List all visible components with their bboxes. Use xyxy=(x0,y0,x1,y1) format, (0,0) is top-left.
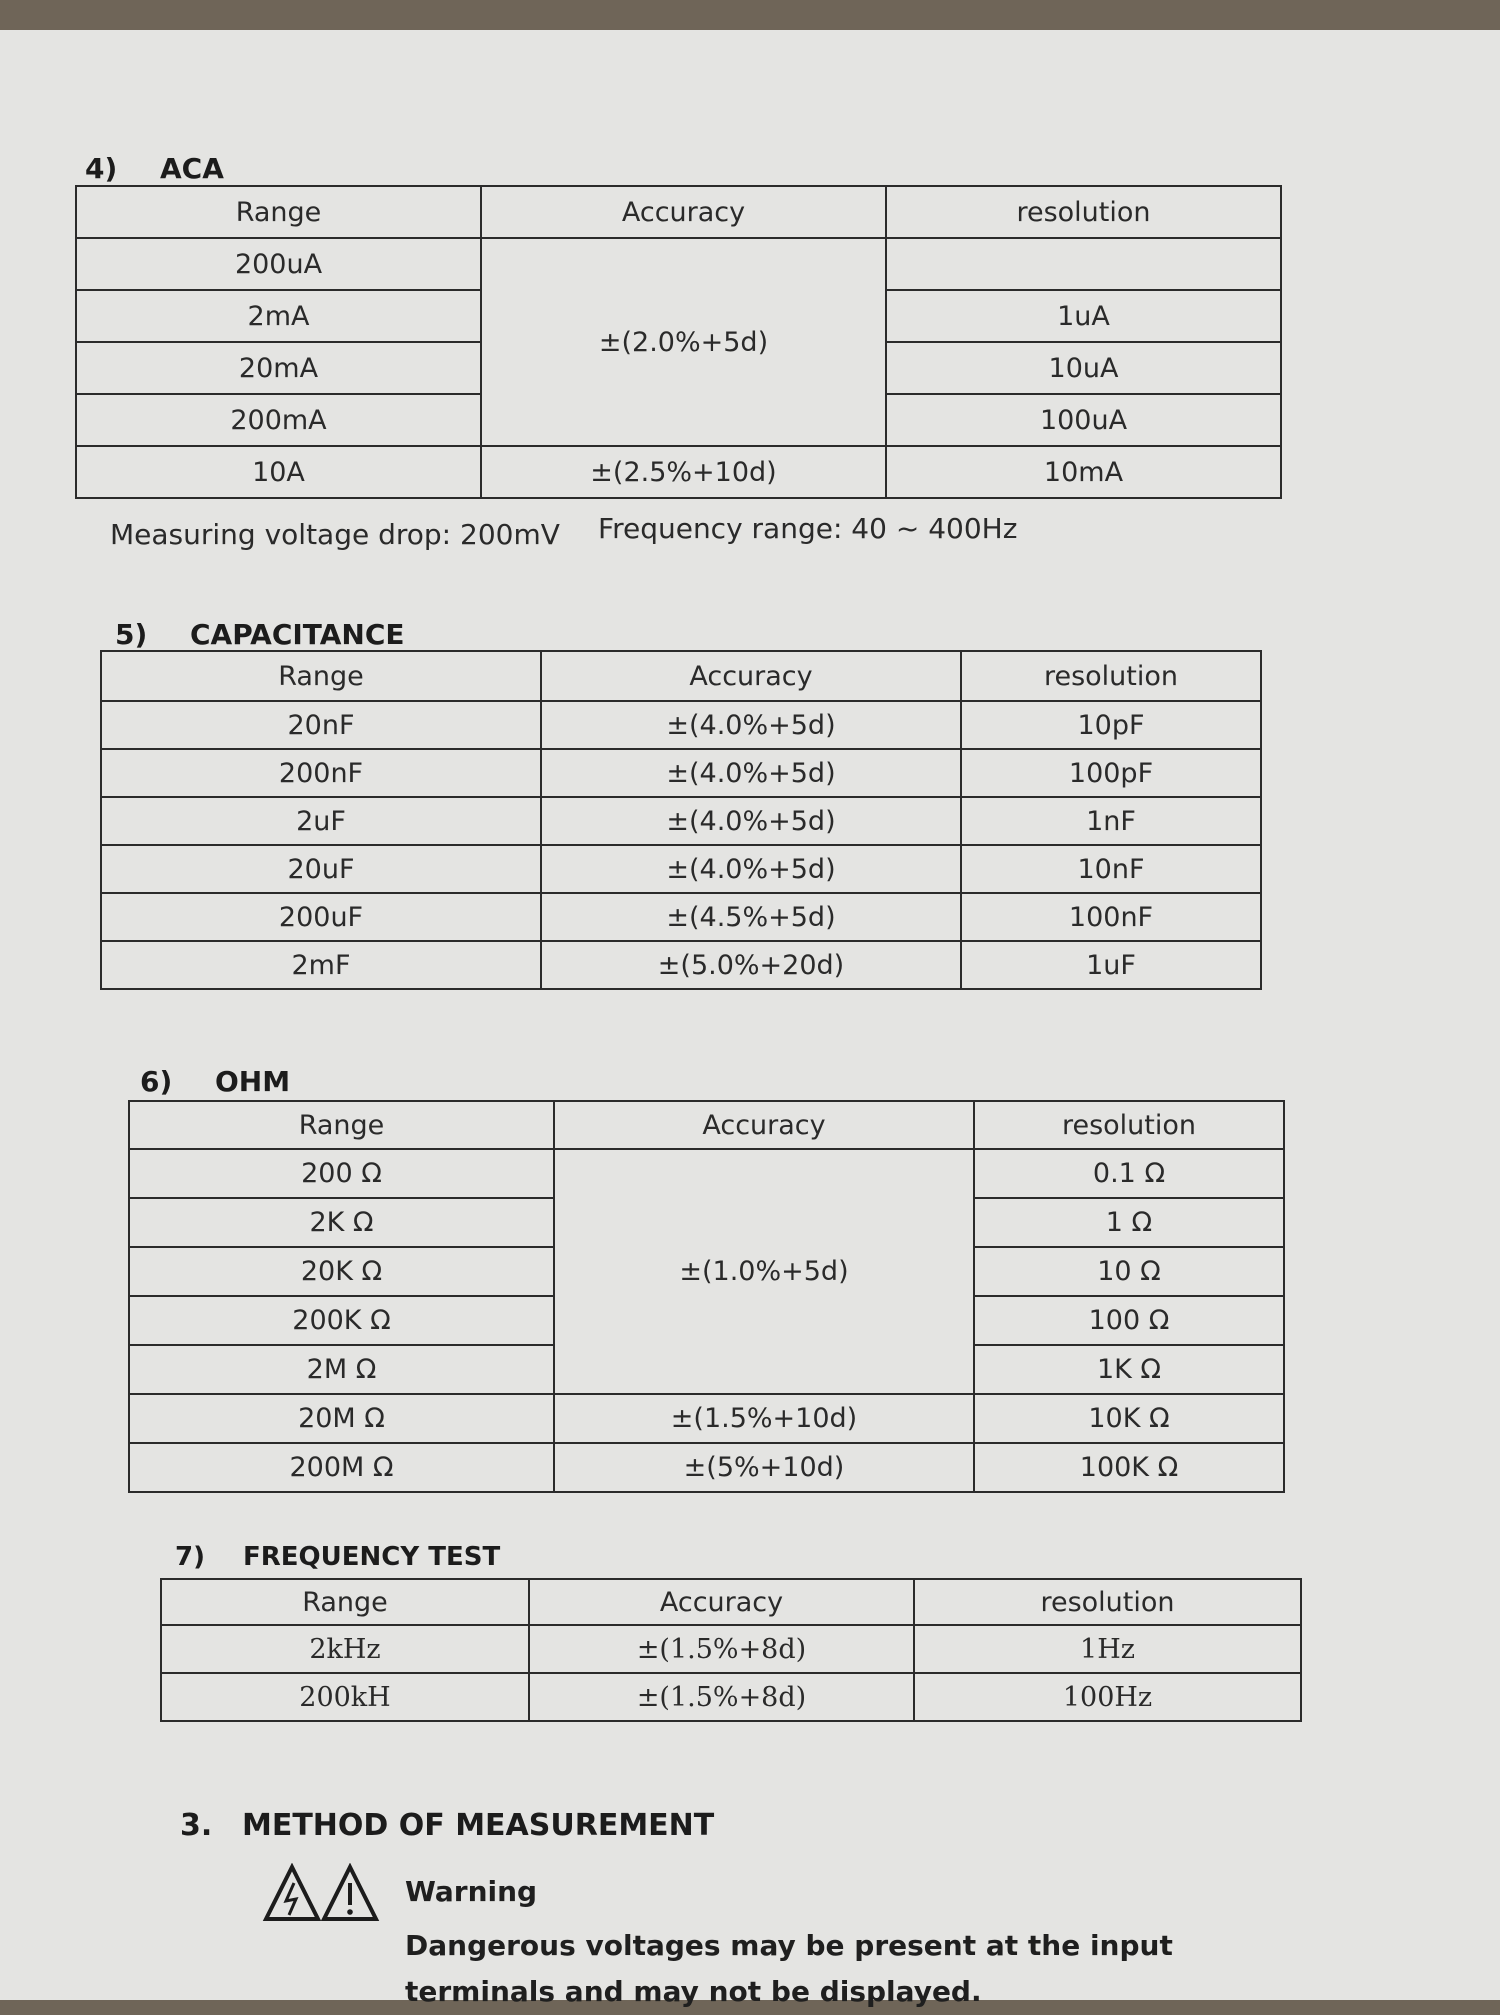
caution-icon xyxy=(324,1867,376,1919)
capacitance-heading xyxy=(115,618,405,651)
ohm-number: 6) xyxy=(140,1065,173,1098)
aca-title: ACA xyxy=(160,152,224,185)
frequency-table xyxy=(160,1578,1302,1722)
table-header-row xyxy=(161,1579,1301,1625)
ohm-table xyxy=(128,1100,1285,1493)
range-cell: 200nF xyxy=(101,749,541,797)
accuracy-cell: ±(4.0%+5d) xyxy=(541,797,961,845)
range-cell: 2K Ω xyxy=(129,1198,554,1247)
range-cell: 200uA xyxy=(76,238,481,290)
range-cell: 2mF xyxy=(101,941,541,989)
range-cell: 200 Ω xyxy=(129,1149,554,1198)
header-resolution: resolution xyxy=(914,1579,1301,1625)
header-accuracy: Accuracy xyxy=(529,1579,914,1625)
accuracy-cell: ±(1.5%+8d) xyxy=(529,1625,914,1673)
header-accuracy: Accuracy xyxy=(554,1101,974,1149)
resolution-cell: 10 Ω xyxy=(974,1247,1284,1296)
table-row xyxy=(161,1625,1301,1673)
resolution-cell: 100K Ω xyxy=(974,1443,1284,1492)
table-row xyxy=(76,238,1281,290)
header-resolution: resolution xyxy=(886,186,1281,238)
frequency-title: FREQUENCY TEST xyxy=(243,1542,501,1572)
accuracy-cell: ±(2.5%+10d) xyxy=(481,446,886,498)
resolution-cell: 1nF xyxy=(961,797,1261,845)
range-cell: 200K Ω xyxy=(129,1296,554,1345)
capacitance-title: CAPACITANCE xyxy=(190,618,405,651)
accuracy-cell: ±(2.0%+5d) xyxy=(481,238,886,446)
range-cell: 200kH xyxy=(161,1673,529,1721)
resolution-cell: 1uF xyxy=(961,941,1261,989)
manual-page xyxy=(0,30,1500,2008)
range-cell: 200uF xyxy=(101,893,541,941)
table-row xyxy=(101,845,1261,893)
table-row xyxy=(101,749,1261,797)
frequency-number: 7) xyxy=(175,1542,205,1572)
accuracy-cell: ±(1.5%+8d) xyxy=(529,1673,914,1721)
table-row xyxy=(76,446,1281,498)
warning-icon-group xyxy=(262,1863,382,1923)
accuracy-cell: ±(4.0%+5d) xyxy=(541,845,961,893)
resolution-cell: 1K Ω xyxy=(974,1345,1284,1394)
range-cell: 200M Ω xyxy=(129,1443,554,1492)
resolution-cell: 100uA xyxy=(886,394,1281,446)
table-row xyxy=(129,1394,1284,1443)
aca-table xyxy=(75,185,1282,499)
capacitance-table xyxy=(100,650,1262,990)
frequency-heading xyxy=(175,1542,500,1572)
header-range: Range xyxy=(101,651,541,701)
voltage-drop-note: Measuring voltage drop: 200mV xyxy=(110,518,560,551)
accuracy-cell: ±(1.5%+10d) xyxy=(554,1394,974,1443)
method-heading xyxy=(180,1808,714,1843)
warning-title: Warning xyxy=(405,1875,538,1908)
header-accuracy: Accuracy xyxy=(541,651,961,701)
capacitance-number: 5) xyxy=(115,618,148,651)
range-cell: 20nF xyxy=(101,701,541,749)
table-row xyxy=(129,1149,1284,1198)
resolution-cell: 10mA xyxy=(886,446,1281,498)
header-accuracy: Accuracy xyxy=(481,186,886,238)
method-number: 3. xyxy=(180,1808,213,1843)
table-row xyxy=(101,701,1261,749)
accuracy-cell: ±(4.0%+5d) xyxy=(541,749,961,797)
header-resolution: resolution xyxy=(961,651,1261,701)
header-range: Range xyxy=(129,1101,554,1149)
range-cell: 2uF xyxy=(101,797,541,845)
ohm-heading xyxy=(140,1065,290,1098)
resolution-cell: 100Hz xyxy=(914,1673,1301,1721)
range-cell: 20uF xyxy=(101,845,541,893)
accuracy-cell: ±(4.5%+5d) xyxy=(541,893,961,941)
range-cell: 20K Ω xyxy=(129,1247,554,1296)
aca-number: 4) xyxy=(85,152,118,185)
table-row xyxy=(101,797,1261,845)
table-header-row xyxy=(101,651,1261,701)
accuracy-cell: ±(5.0%+20d) xyxy=(541,941,961,989)
ohm-title: OHM xyxy=(215,1065,291,1098)
range-cell: 2mA xyxy=(76,290,481,342)
accuracy-cell: ±(5%+10d) xyxy=(554,1443,974,1492)
resolution-cell: 10uA xyxy=(886,342,1281,394)
aca-heading xyxy=(85,152,224,185)
range-cell: 200mA xyxy=(76,394,481,446)
frequency-range-note: Frequency range: 40 ~ 400Hz xyxy=(598,512,1018,545)
table-header-row xyxy=(129,1101,1284,1149)
warning-text: Dangerous voltages may be present at the input terminals and may not be displayed. xyxy=(405,1929,1173,2008)
resolution-cell: 100pF xyxy=(961,749,1261,797)
resolution-cell: 1uA xyxy=(886,290,1281,342)
table-header-row xyxy=(76,186,1281,238)
resolution-cell: 1Hz xyxy=(914,1625,1301,1673)
range-cell: 20mA xyxy=(76,342,481,394)
range-cell: 2M Ω xyxy=(129,1345,554,1394)
range-cell: 10A xyxy=(76,446,481,498)
resolution-cell: 1 Ω xyxy=(974,1198,1284,1247)
header-resolution: resolution xyxy=(974,1101,1284,1149)
resolution-cell: 100nF xyxy=(961,893,1261,941)
accuracy-cell: ±(1.0%+5d) xyxy=(554,1149,974,1394)
range-cell: 2kHz xyxy=(161,1625,529,1673)
header-range: Range xyxy=(76,186,481,238)
high-voltage-icon xyxy=(266,1867,318,1919)
resolution-cell: 100 Ω xyxy=(974,1296,1284,1345)
table-row xyxy=(161,1673,1301,1721)
resolution-cell: 0.1 Ω xyxy=(974,1149,1284,1198)
range-cell: 20M Ω xyxy=(129,1394,554,1443)
table-row xyxy=(101,941,1261,989)
header-range: Range xyxy=(161,1579,529,1625)
resolution-cell: 10pF xyxy=(961,701,1261,749)
method-title: METHOD OF MEASUREMENT xyxy=(242,1808,715,1843)
table-row xyxy=(101,893,1261,941)
resolution-cell xyxy=(886,238,1281,290)
resolution-cell: 10nF xyxy=(961,845,1261,893)
accuracy-cell: ±(4.0%+5d) xyxy=(541,701,961,749)
warning-icons xyxy=(262,1863,382,1927)
table-row xyxy=(129,1443,1284,1492)
resolution-cell: 10K Ω xyxy=(974,1394,1284,1443)
